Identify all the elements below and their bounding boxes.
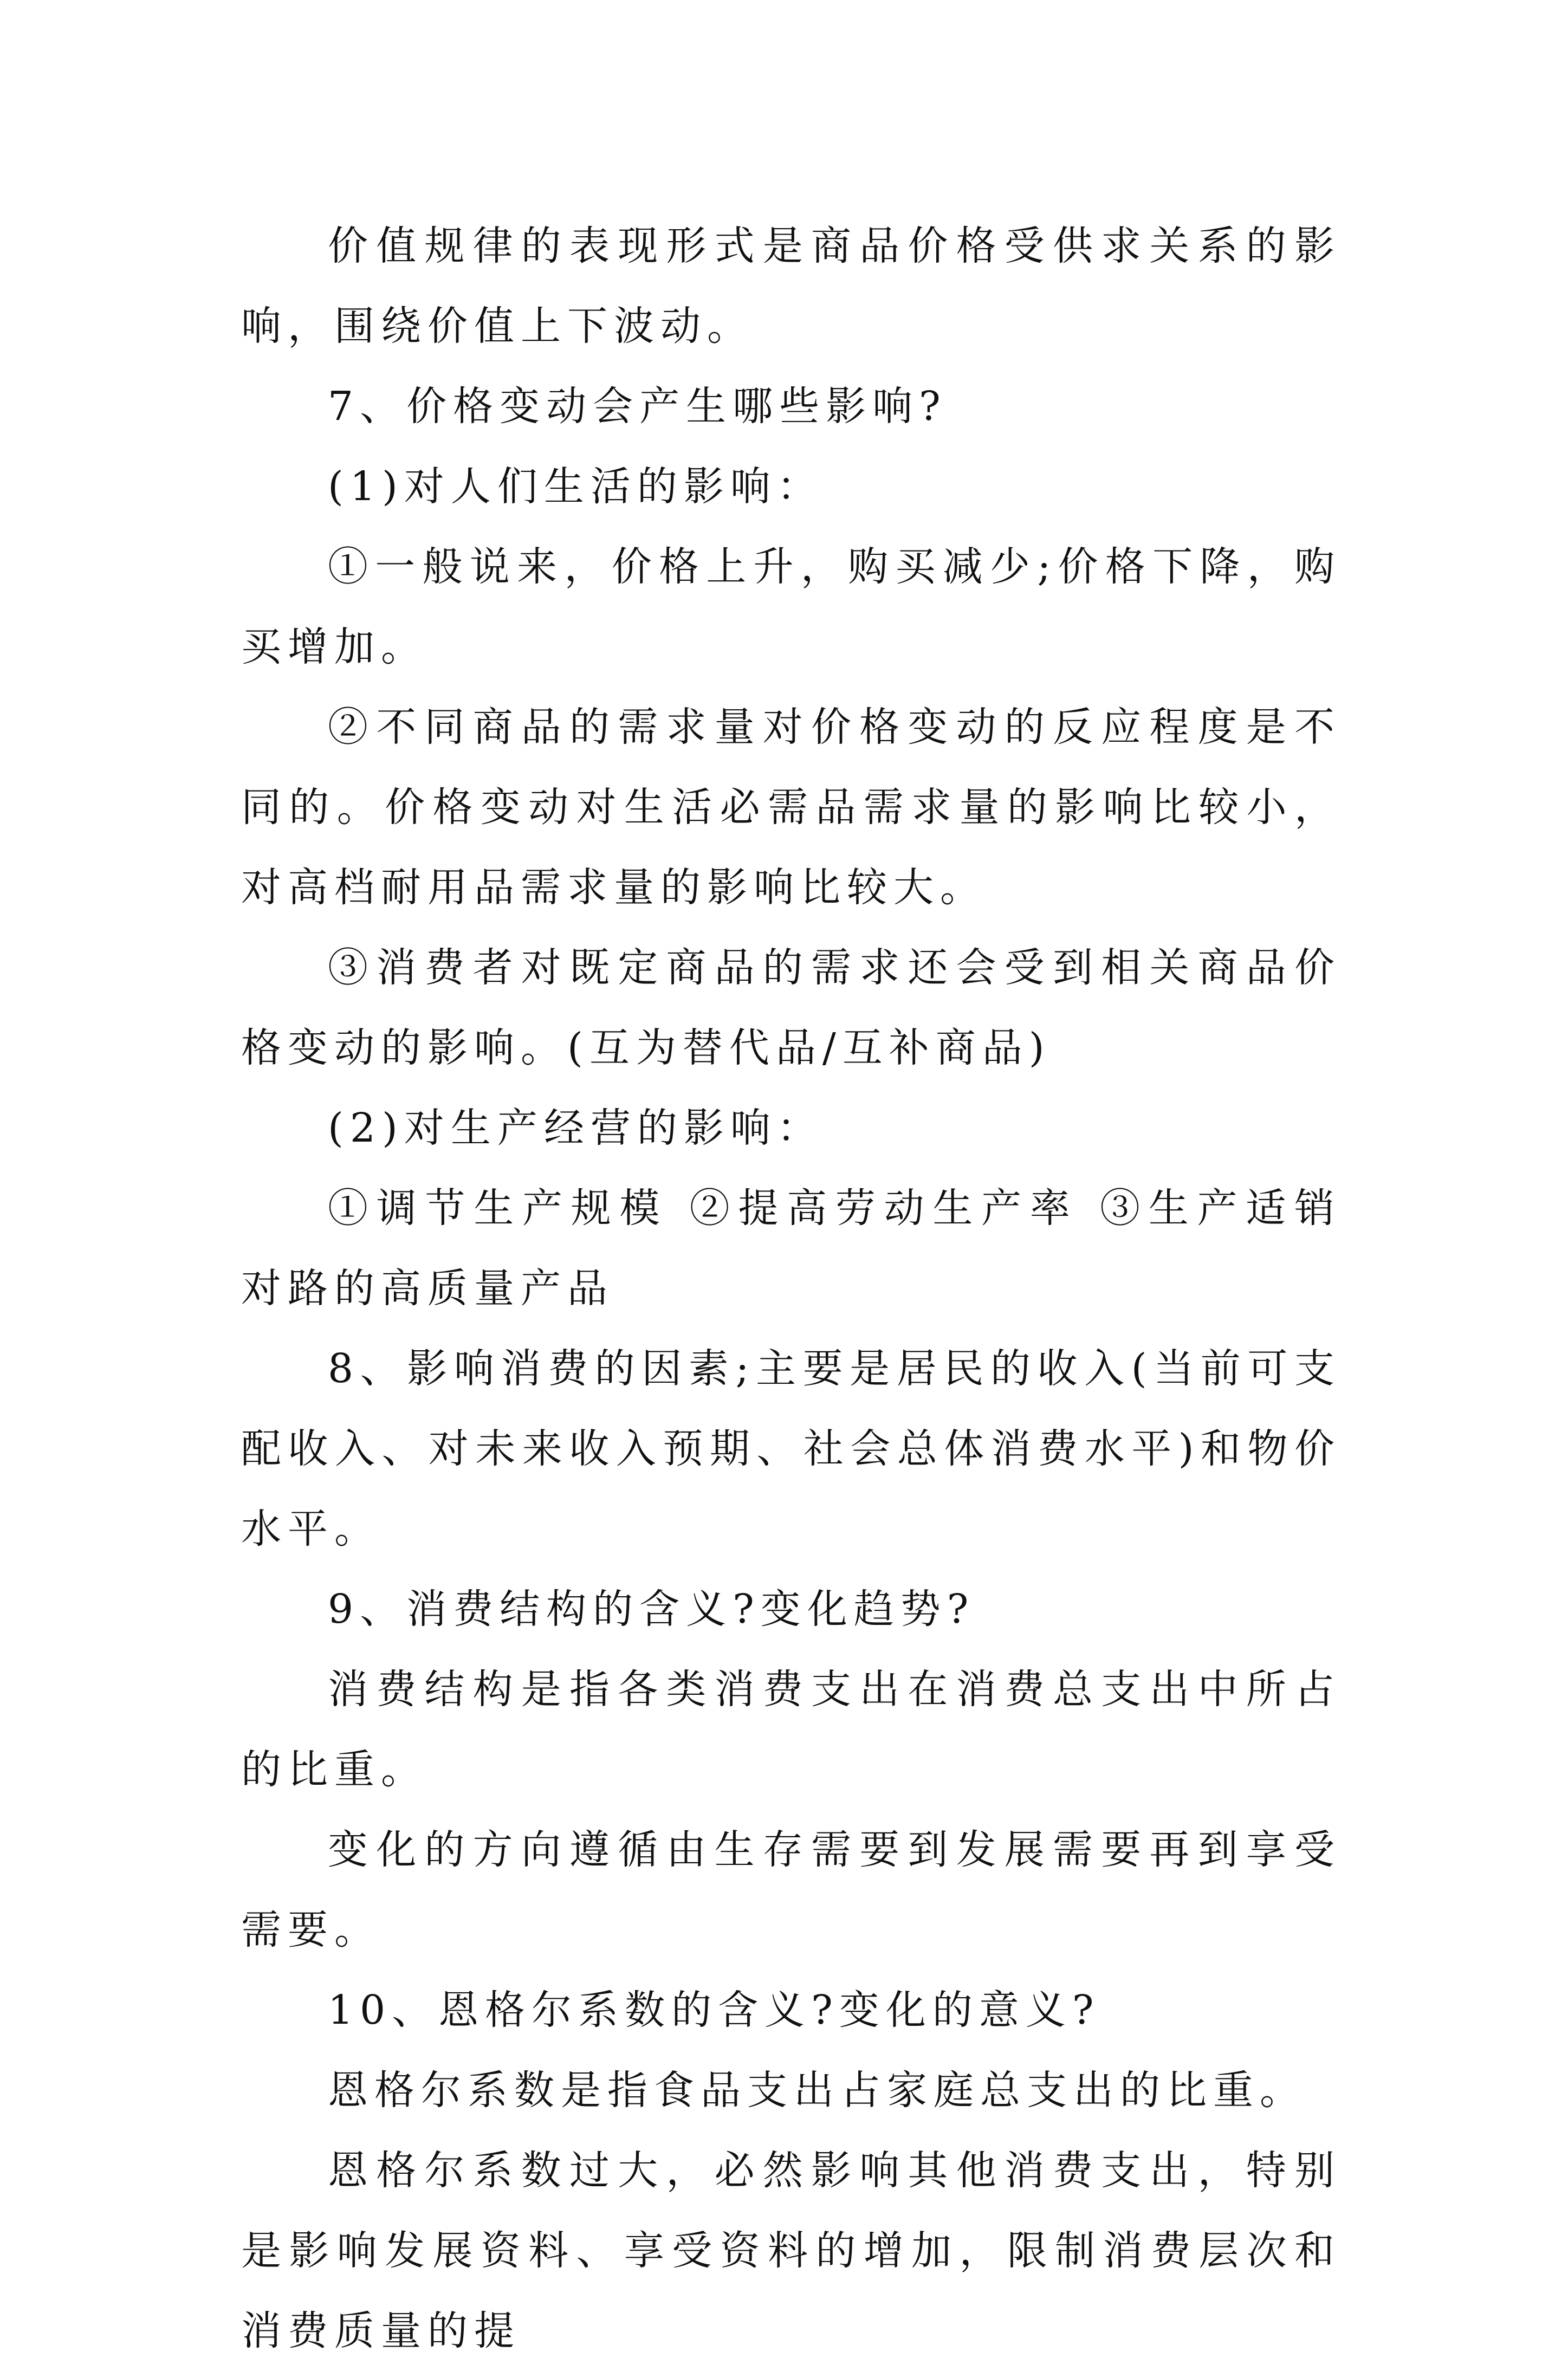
paragraph-point-3: ③消费者对既定商品的需求还会受到相关商品价格变动的影响。(互为替代品/互补商品) bbox=[241, 944, 1341, 1071]
paragraph-engel-impact: 恩格尔系数过大，必然影响其他消费支出，特别是影响发展资料、享受资料的增加，限制消费层次和消费质量的提 bbox=[241, 2147, 1341, 2354]
heading-q7: 7、价格变动会产生哪些影响? bbox=[328, 383, 947, 430]
paragraph-production-points: ①调节生产规模 ②提高劳动生产率 ③生产适销对路的高质量产品 bbox=[241, 1185, 1341, 1312]
paragraph-point-2: ②不同商品的需求量对价格变动的反应程度是不同的。价格变动对生活必需品需求量的影响比较小，对高档耐用品需求量的影响比较大。 bbox=[241, 704, 1341, 911]
heading-q10: 10、恩格尔系数的含义?变化的意义? bbox=[328, 1987, 1100, 2033]
subheading-production-impact: (2)对生产经营的影响： bbox=[328, 1105, 824, 1151]
heading-q9: 9、消费结构的含义?变化趋势? bbox=[328, 1586, 975, 1633]
paragraph-consumption-structure: 消费结构是指各类消费支出在消费总支出中所占的比重。 bbox=[241, 1666, 1341, 1793]
paragraph-engel-definition: 恩格尔系数是指食品支出占家庭总支出的比重。 bbox=[328, 2067, 1306, 2114]
paragraph-change-direction: 变化的方向遵循由生存需要到发展需要再到享受需要。 bbox=[241, 1826, 1341, 1953]
heading-q8: 8、影响消费的因素;主要是居民的收入(当前可支配收入、对未来收入预期、社会总体消费水平)和物价水平。 bbox=[241, 1345, 1341, 1552]
subheading-life-impact: (1)对人们生活的影响： bbox=[328, 463, 824, 510]
paragraph-value-law: 价值规律的表现形式是商品价格受供求关系的影响，围绕价值上下波动。 bbox=[241, 223, 1341, 349]
paragraph-point-1: ①一般说来，价格上升，购买减少;价格下降，购买增加。 bbox=[241, 543, 1341, 670]
document-body bbox=[241, 206, 1341, 2371]
